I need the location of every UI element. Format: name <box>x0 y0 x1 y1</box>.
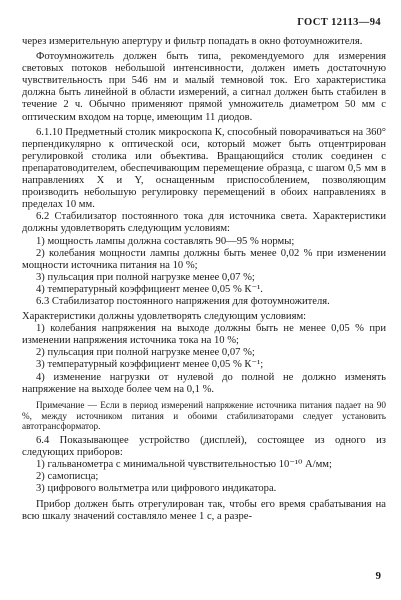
list-item-6-3-3: 3) температурный коэффициент менее 0,05 % К⁻¹; <box>36 359 264 371</box>
list-item-6-3-2: 2) пульсация при полной нагрузке менее 0,07 %; <box>36 347 255 359</box>
list-item-6-2-4: 4) температурный коэффициент менее 0,05 % К⁻¹. <box>36 283 263 295</box>
paragraph-6-1-10: 6.1.10 Предметный столик микроскопа К, способный поворачиваться на 360° перпендикулярно к оптической оси, который может быть отцентрирован регулировкой столика или объектива. Вращающийся столик соединен с препаратоводителем, обеспечивающим перемещение образца, с шагом 0,5 мм в направлениях X и Y, оснащенным приспособлением, позволяющим производить небольшую регулировку перемещений в обоих направлениях в пределах 10 мм. <box>22 126 386 211</box>
list-item-6-4-3: 3) цифрового вольтметра или цифрового индикатора. <box>36 483 277 495</box>
list-item-6-2-2: 2) колебания мощности лампы должны быть менее 0,02 % при изменении мощности источника питания на 10 %; <box>22 247 386 271</box>
document-header: ГОСТ 12113—94 <box>297 17 381 28</box>
list-item-6-2-1: 1) мощность лампы должна составлять 90—95 % нормы; <box>36 235 295 247</box>
paragraph-continuation: через измерительную апертуру и фильтр попадать в окно фотоумножителя. <box>22 36 363 47</box>
page-number: 9 <box>375 570 381 582</box>
list-item-6-4-1: 1) гальванометра с минимальной чувствительностью 10⁻¹⁰ А/мм; <box>36 459 332 471</box>
list-item-6-3-4: 4) изменение нагрузки от нулевой до полной не должно изменять напряжение на выходе более чем на 0,1 %. <box>22 371 386 395</box>
page-body <box>22 36 386 523</box>
list-item-6-2-3: 3) пульсация при полной нагрузке менее 0,07 %; <box>36 271 255 283</box>
list-item-6-3-1: 1) колебания напряжения на выходе должны быть не менее 0,05 % при изменении напряжения источника тока на 10 %; <box>22 323 386 347</box>
paragraph-6-3-conditions: Характеристики должны удовлетворять следующим условиям: <box>22 311 307 323</box>
paragraph-photomultiplier: Фотоумножитель должен быть типа, рекомендуемого для измерения световых потоков небольшой интенсивности, должен иметь достаточную чувствительность при 546 нм и малый темновой ток. Его характеристика должна быть линейной в области измерений, а сигнал должен быть стабилен в течение 2 ч. Обычно применяют прямой умножитель диаметром 50 мм с оптическим входом на торце, имеющим 11 диодов. <box>22 51 386 123</box>
paragraph-device-adjustment: Прибор должен быть отрегулирован так, чтобы его время срабатывания на всю шкалу значений составляло менее 1 с, а разре- <box>22 498 386 522</box>
paragraph-6-3: 6.3 Стабилизатор постоянного напряжения для фотоумножителя. <box>36 295 330 307</box>
note: Примечание — Если в период измерений напряжение источника питания падает на 90 %, между источником питания и обоими стабилизаторами следует установить автотрансформатор. <box>22 399 386 432</box>
paragraph-6-4: 6.4 Показывающее устройство (дисплей), состоящее из одного из следующих приборов: <box>22 435 386 459</box>
list-item-6-4-2: 2) самописца; <box>36 471 99 483</box>
paragraph-6-2: 6.2 Стабилизатор постоянного тока для источника света. Характеристики должны удовлетворять следующим условиям: <box>22 211 386 235</box>
